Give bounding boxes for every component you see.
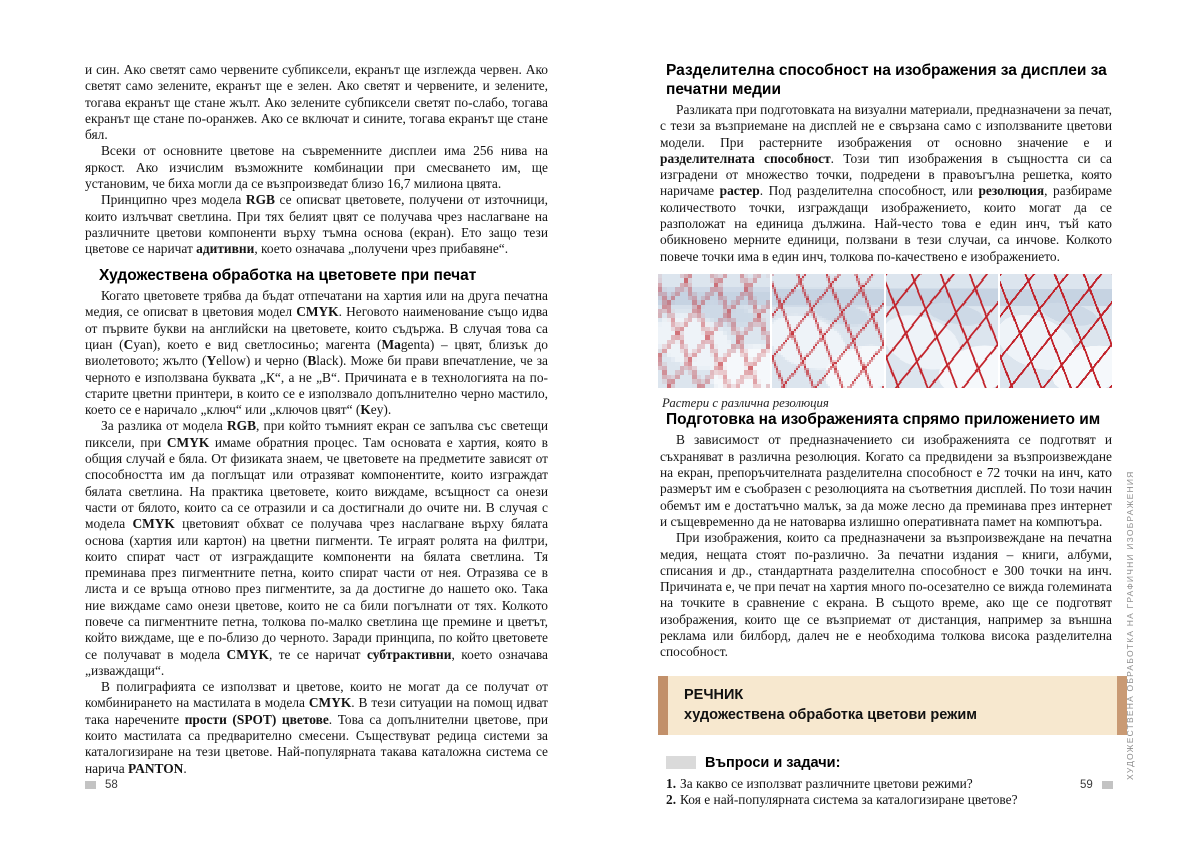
page-number-square — [85, 781, 96, 789]
raster-resolution-figure — [658, 274, 1112, 388]
questions-section — [660, 755, 1112, 809]
page-number: 58 — [105, 779, 118, 791]
questions-marker — [666, 756, 696, 769]
glossary-title: РЕЧНИК — [684, 686, 744, 703]
page-number: 59 — [1080, 779, 1093, 791]
paragraph: При изображения, които са предназначени за възпроизвеждане на печатна медия, нещата стоят по-различно. За печатни издания – книги, албуми, списания и др., стандартната разделителна способност е 300 точки на инч. Причината е, че при печат на хартия много по-осезателно се вижда големината на точките в сравнение с екрана. В същото време, ако ще се подготвят изображения, които ще се възприемат от дистанция, например за външна реклама или билборд, далеч не е необходима толкова висока разделителна способност. — [660, 530, 1112, 660]
section-heading: Подготовка на изображенията спрямо приложението им — [666, 410, 1101, 428]
right-page-bottom-text — [660, 411, 1112, 661]
paragraph: Разликата при подготовката на визуални материали, предназначени за печат, с тези за възприемане на дисплей не е свързана само с използваните цветови модели. При растерните изображения от основно значение е и разделителната способност. Този тип изображения в същността си са изградени от множество точки, подредени в правоъгълна решетка, която наричаме растер. Под разделителна способност, или резолюция, разбираме количеството точки, изграждащи изображението, които могат да се разположат на единица дължина. Най-често това е един инч, тъй като обикновено мерните единици, ползвани в тези случаи, са инчове. Колкото повече точки има в един инч, толкова по-качествено е изображението. — [660, 102, 1113, 264]
chapter-sidebar-vertical-text: ХУДОЖЕСТВЕНА ОБРАБОТКА НА ГРАФИЧНИ ИЗОБРАЖЕНИЯ — [1125, 470, 1135, 780]
question-item: 1. За какво се използват различните цветови режими? — [666, 775, 973, 791]
section-heading: Художествена обработка на цветовете при печат — [99, 266, 477, 284]
questions-header — [666, 755, 1112, 771]
page-number-square — [1102, 781, 1113, 789]
paragraph: Когато цветовете трябва да бъдат отпечатани на хартия или на друга печатна медия, се описват в цветовия модел CMYK. Неговото наименование също идва от първите букви на английски на цветовете, които съдържа. В случая това са циан (Cyan), което е вид светлосиньо; магента (Magenta) – цвят, близък до виолетовото; жълто (Yellow) и черно (Black). Може би прави впечатление, че за черното е използвана буквата „К“, а не „В“. Причината е в технологията на по-старите цветни принтери, в които се е използвало допълнително черно мастило, което се е наричало „ключ“ или „ключов цвят“ (Key). — [85, 288, 548, 418]
paragraph: В зависимост от предназначението си изображенията се подготвят и съхраняват в различна резолюция. Когато са предвидени за възпроизвеждане на екран, препоръчителната разделителна способност е 72 точки на инч, като размерът им е съобразен с резолюцията на съответния дисплей. По този начин обемът им е достатъчно малък, за да може лесно да преминава през интернет и същевременно да не натоварва излишно оперативната памет на компютъра. — [660, 432, 1112, 529]
paragraph: Всеки от основните цветове на съвременните дисплеи има 256 нива на яркост. Ако изчислим възможните комбинации при смесването им, ще установим, че биха могли да се възпроизведат близо 16,7 милиона цвята. — [85, 143, 548, 192]
paragraph: В полиграфията се използват и цветове, които не могат да се получат от комбинирането на мастилата в модела CMYK. В тези ситуации на помощ идват така наречените прости (SPOT) цветове. Това са допълнителни цветове, при които мастилата са предварително смесени. Съществуват редица системи за каталогизиране на тези цветове. Най-популярната такава каталожна система се нарича PANTON. — [85, 679, 549, 776]
right-page-footer — [1080, 779, 1113, 791]
left-page-footer — [85, 779, 118, 791]
raster-panel-full-res — [1000, 274, 1112, 388]
questions-title: Въпроси и задачи: — [705, 754, 841, 771]
raster-panel-low-res — [658, 274, 770, 388]
left-page-column — [85, 62, 548, 777]
section-heading: Разделителна способност на изображения за дисплеи за печатни медии — [666, 62, 1107, 98]
glossary-terms: художествена обработка цветови режим — [684, 706, 978, 723]
figure-caption: Растери с различна резолюция — [662, 395, 829, 410]
raster-panel-medium-res — [772, 274, 884, 388]
questions-list — [666, 776, 1112, 809]
question-item: 2. Коя е най-популярната система за каталогизиране цветове? — [666, 792, 1018, 808]
paragraph: За разлика от модела RGB, при който тъмният екран се запълва със светещи пиксели, при CMYK имаме обратния процес. Там основата е хартия, която в общия случай е бяла. От физиката знаем, че цветовете на предметите зависят от способността им да поглъщат или отразяват компонентите, които изграждат бялата светлина. На практика цветовете, които виждаме, всъщност са онези части от бялото, които са се отразили и са достигнали до очите ни. В случая с модела CMYK цветовият обхват се получава чрез наслагване върху бялата основа (хартия или картон) на цветни пигменти. Те играят ролята на филтри, които спират част от изграждащите компоненти на бялата светлина. Тя преминава през пигментните петна, които спират части от нея. Отразява се в листа и се връща отново през пигментите, за да достигне до нашето око. Така ние виждаме само онези цветове, които не са били погълнати от тях. Колкото повече са пигментните петна, толкова по-малко светлина ще премине и цветът, който виждаме, ще е по-близо до черното. Заради принципа, по който цветовете се получават в модела CMYK, те се наричат субтрактивни, което означава „изваждащи“. — [85, 418, 549, 678]
paragraph: и син. Ако светят само червените субпиксели, екранът ще изглежда червен. Ако светят само зелените, екранът ще е зелен. Ако светят и червените, и зелените, тогава екранът ще стане жълт. Ако зелените субпиксели светят по-слабо, тогава екранът ще стане по-оранжев. Ако се включат и сините, тогава екранът ще стане бял. — [85, 62, 548, 143]
glossary-box — [658, 676, 1127, 735]
right-page-column — [660, 62, 1112, 809]
paragraph: Принципно чрез модела RGB се описват цветовете, получени от източници, които излъчват светлина. При тях белият цвят се получава чрез наслагване на различните цветови компоненти върху тъмна основа (екран). Ето защо тези цветове се наричат адитивни, което означава „получени чрез прибавяне“. — [85, 192, 548, 257]
right-page-top-text — [660, 62, 1112, 265]
raster-panel-high-res — [886, 274, 998, 388]
